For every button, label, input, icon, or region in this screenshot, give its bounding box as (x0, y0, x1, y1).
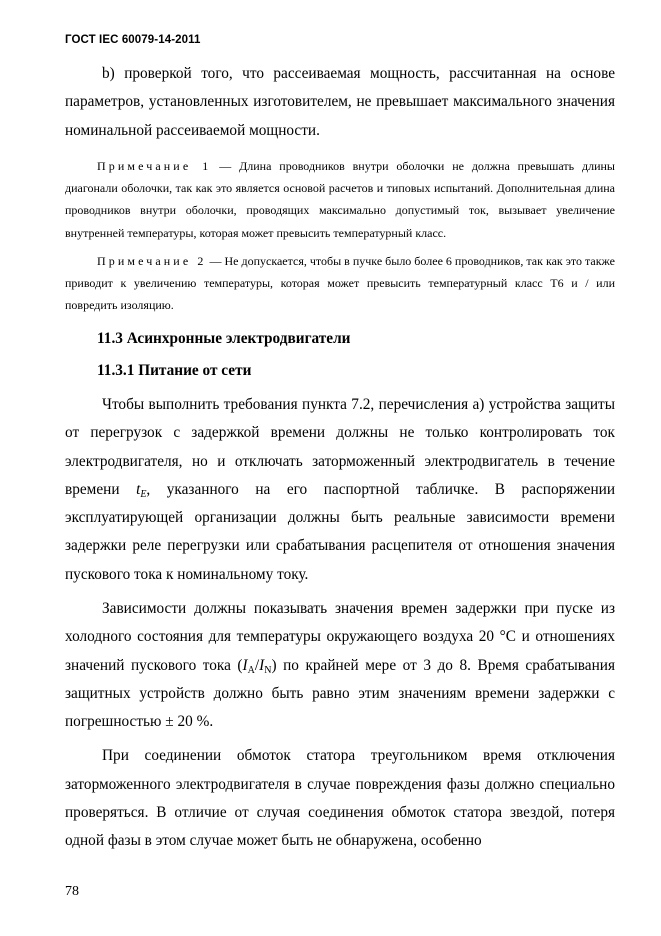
paragraph-dependencies-part-1: Зависимости должны показывать значения времен задержки при пуске из холодного состояния для температуры окружающего воздуха 20 °С и отношениях значений пускового тока ( (65, 599, 615, 674)
note-1-dash: — (219, 158, 232, 173)
subsection-heading-11-3-1: 11.3.1 Питание от сети (97, 361, 252, 379)
paragraph-requirements-part-1: Чтобы выполнить требования пункта 7.2, перечисления а) устройства защиты от перегрузок с задержкой времени должны не только контролировать ток электродвигателя, но и отключать заторможенный электродвигатель в течение времени (65, 395, 615, 498)
time-symbol (136, 481, 146, 498)
note-2-dash: — (209, 253, 222, 268)
document-header: ГОСТ IEC 60079-14-2011 (65, 34, 201, 46)
time-symbol-base: t (136, 480, 141, 498)
page-number: 78 (65, 884, 79, 899)
paragraph-requirements-part-2: , указанного на его паспортной табличке. В распоряжении эксплуатирующей организации должны быть реальные зависимости времени задержки реле перегрузки или срабатывания расцепителя от отношения значения пускового тока к номинальному току. (65, 480, 616, 583)
time-symbol-sub: E (140, 488, 147, 500)
note-2-label: Примечание 2 (97, 253, 207, 268)
paragraph-item-b: b) проверкой того, что рассеиваемая мощность, рассчитанная на основе параметров, установленных изготовителем, не превышает максимального значения номинальной рассеиваемой мощности. (65, 65, 615, 139)
note-1-label: Примечание 1 (97, 158, 212, 173)
note-2-text: Не допускается, чтобы в пучке было более 6 проводников, так как это также приводит к увеличению температуры, которая может превысить температурный класс Т6 и / или повредить изоляцию. (65, 253, 616, 313)
paragraph-requirements (65, 391, 615, 589)
current-in-sub: N (264, 664, 272, 676)
section-heading-11-3: 11.3 Асинхронные электродвигатели (97, 330, 351, 348)
current-in-base: I (259, 656, 265, 674)
current-ia-base: I (242, 656, 248, 674)
ratio-slash: / (254, 656, 260, 674)
note-1-text: Длина проводников внутри оболочки не должна превышать длины диагонали оболочки, так как это является основой расчетов и типовых испытаний. Дополнительная длина проводников внутри оболочки, проводящих максимально допустимый ток, вызывает увеличение внутренней температуры, которая может превысить температурный класс. (65, 158, 615, 240)
current-ia-sub: A (247, 664, 255, 676)
page-content (65, 60, 615, 856)
paragraph-delta-connection: При соединении обмоток статора треугольником время отключения заторможенного электродвигателя в случае повреждения фазы должно специально проверяться. В отличие от случая соединения обмоток статора звездой, потеря одной фазы в этом случае может быть не обнаружена, особенно (65, 747, 615, 850)
paragraph-dependencies-part-2: ) по крайней мере от 3 до 8. Время срабатывания защитных устройств должно быть равно этим значениям времени задержки с погрешностью ± 20 %. (65, 656, 615, 731)
paragraph-dependencies (65, 595, 615, 736)
note-2 (65, 250, 615, 317)
note-1 (65, 155, 615, 244)
